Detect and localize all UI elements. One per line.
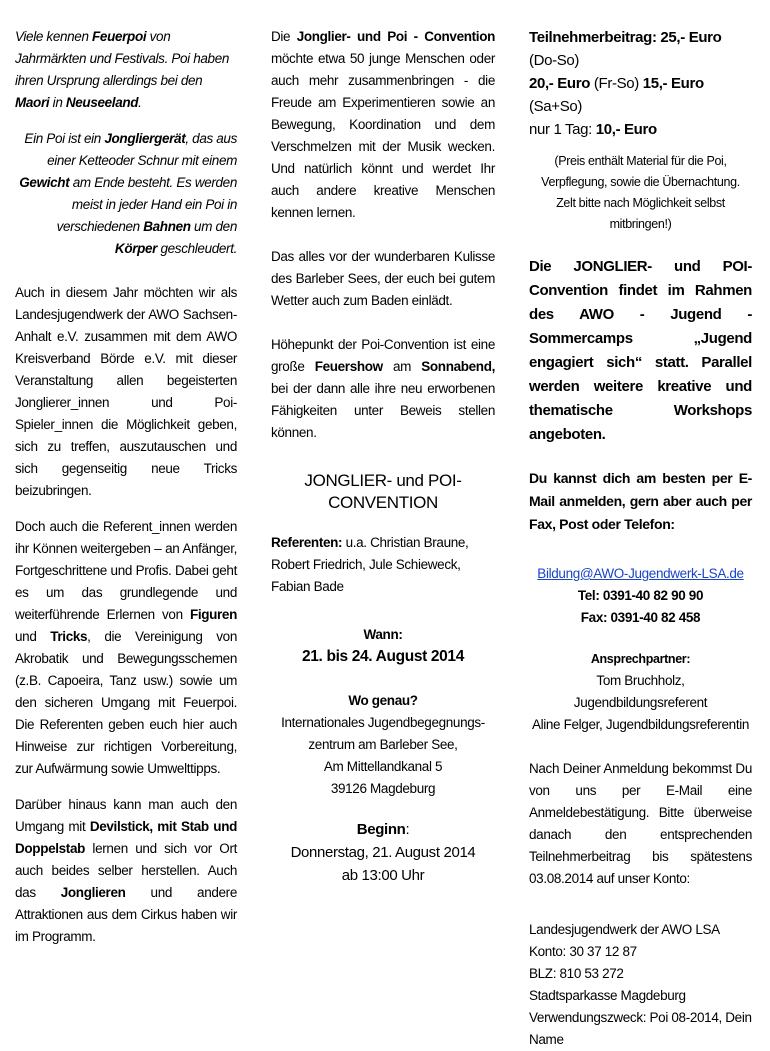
intro-poi-origin: Viele kennen Feuerpoi von Jahrmärkten und Festivals. Poi haben ihren Ursprung allerdings bei den Maori in Neuseeland. bbox=[15, 29, 230, 110]
bank-line: Verwendungszweck: Poi 08-2014, Dein Name bbox=[529, 1010, 752, 1047]
paragraph-barleber-see: Das alles vor der wunderbaren Kulisse des Barleber Sees, der euch bei gutem Wetter auch zum Baden einlädt. bbox=[271, 249, 495, 308]
paragraph-referenten: Doch auch die Referent_innen werden ihr Können weitergeben – an Anfänger, Fortgeschrittene und Profis. Dabei geht es um das grundlegende und weiterführende Erlernen von Figuren und Tricks, die Vereinigung von Akrobatik und Bewegungsschemen (z.B. Capoeira, Tanz usw.) sowie um den sicheren Umgang mit Feuerpoi. Die Referenten geben euch hier auch Hinweise zur richtigen Vorbereitung, zur Aufwärmung sowie Umwelttipps. bbox=[15, 519, 237, 776]
beginn-label: Beginn: bbox=[356, 821, 410, 838]
beginn-line: ab 13:00 Uhr bbox=[341, 867, 425, 884]
wo-line: zentrum am Barleber See, bbox=[308, 737, 458, 752]
referenten-info: Referenten: u.a. Christian Braune, Robert Friedrich, Jule Schieweck, Fabian Bade bbox=[271, 535, 469, 594]
bank-details bbox=[529, 919, 752, 1051]
convention-heading bbox=[271, 470, 495, 514]
fee-line-1: Teilnehmerbeitrag: 25,- Euro (Do-So) bbox=[529, 29, 722, 69]
contact-person: Aline Felger, Jugendbildungsreferentin bbox=[531, 717, 750, 732]
wo-label: Wo genau? bbox=[348, 693, 418, 708]
camp-info: Die JONGLIER- und POI-Convention findet im Rahmen des AWO - Jugend - Sommercamps „Jugend engagiert sich“ statt. Parallel werden weitere kreative und thematische Workshops angeboten. bbox=[529, 258, 752, 443]
paragraph-landesjugendwerk: Auch in diesem Jahr möchten wir als Landesjugendwerk der AWO Sachsen-Anhalt e.V. zusammen mit dem AWO Kreisverband Börde e.V. mit dieser Veranstaltung allen begeisterten Jonglierer_innen und Poi-Spieler_innen die Möglichkeit geben, sich zu treffen, auszutauschen und sich gegenseitig neue Tricks beizubringen. bbox=[15, 285, 237, 498]
convention-heading-line1: JONGLIER- und POI- bbox=[304, 471, 462, 490]
fee-note bbox=[529, 151, 752, 235]
wo-address bbox=[271, 712, 495, 800]
column-left bbox=[15, 26, 237, 948]
fee-line-3: nur 1 Tag: 10,- Euro bbox=[529, 121, 657, 138]
wo-line: Internationales Jugendbegegnungs- bbox=[281, 715, 485, 730]
wann-label: Wann: bbox=[363, 627, 403, 642]
paragraph-feuershow: Höhepunkt der Poi-Convention ist eine große Feuershow am Sonnabend, bei der dann alle ihre neu erworbenen Fähigkeiten unter Beweis stellen können. bbox=[271, 337, 495, 440]
contact-fax: Fax: 0391-40 82 458 bbox=[580, 610, 701, 625]
column-middle bbox=[271, 26, 495, 887]
beginn-info bbox=[271, 841, 495, 887]
contact-persons bbox=[529, 670, 752, 736]
paragraph-convention-intro: Die Jonglier- und Poi - Convention möchte etwa 50 junge Menschen oder auch mehr zusammenbringen - die Freude am Experimentieren sowie an Bewegung, Koordination und dem Verschmelzen mit der Musik wecken. Und natürlich könnt und werdet Ihr auch andere kreative Menschen kennen lernen. bbox=[271, 29, 495, 220]
convention-heading-line2: CONVENTION bbox=[328, 493, 438, 512]
bank-line: Landesjugendwerk der AWO LSA bbox=[529, 922, 720, 937]
contact-label: Ansprechpartner: bbox=[590, 652, 691, 666]
paragraph-devilstick: Darüber hinaus kann man auch den Umgang mit Devilstick, mit Stab und Doppelstab lernen und sich vor Ort auch beides selber herstellen. Auch das Jonglieren und andere Attraktionen aus dem Cirkus haben wir im Programm. bbox=[15, 797, 237, 944]
intro-poi-definition: Ein Poi ist ein Jongliergerät, das aus einer Ketteoder Schnur mit einem Gewicht am Ende besteht. Es werden meist in jeder Hand ein Poi in verschiedenen Bahnen um den Körper geschleudert. bbox=[19, 131, 237, 256]
bank-line: BLZ: 810 53 272 bbox=[529, 966, 624, 981]
wo-line: 39126 Magdeburg bbox=[330, 781, 436, 796]
wann-date: 21. bis 24. August 2014 bbox=[302, 648, 464, 665]
bank-line: Stadtsparkasse Magdeburg bbox=[529, 988, 686, 1003]
confirmation-info: Nach Deiner Anmeldung bekommst Du von uns per E-Mail eine Anmeldebestätigung. Bitte überweise danach den entsprechenden Teilnehmerbeitrag bis spätestens 03.08.2014 auf unser Konto: bbox=[529, 761, 752, 886]
register-info: Du kannst dich am besten per E-Mail anmelden, gern aber auch per Fax, Post oder Telefon: bbox=[529, 470, 752, 532]
fee-note-line: (Preis enthält Material für die Poi, bbox=[554, 154, 727, 168]
contact-email-link[interactable]: Bildung@AWO-Jugendwerk-LSA.de bbox=[537, 566, 744, 581]
wo-line: Am Mittellandkanal 5 bbox=[323, 759, 443, 774]
fee-note-line: Zelt bitte nach Möglichkeit selbst mitbringen!) bbox=[556, 196, 725, 231]
fee-note-line: Verpflegung, sowie die Übernachtung. bbox=[541, 175, 740, 189]
column-right bbox=[529, 26, 752, 1051]
beginn-line: Donnerstag, 21. August 2014 bbox=[290, 844, 476, 861]
fee-line-2: 20,- Euro (Fr-So) 15,- Euro (Sa+So) bbox=[529, 75, 704, 115]
contact-person: Tom Bruchholz, Jugendbildungsreferent bbox=[573, 673, 708, 710]
contact-tel: Tel: 0391-40 82 90 90 bbox=[577, 588, 704, 603]
bank-line: Konto: 30 37 12 87 bbox=[529, 944, 637, 959]
